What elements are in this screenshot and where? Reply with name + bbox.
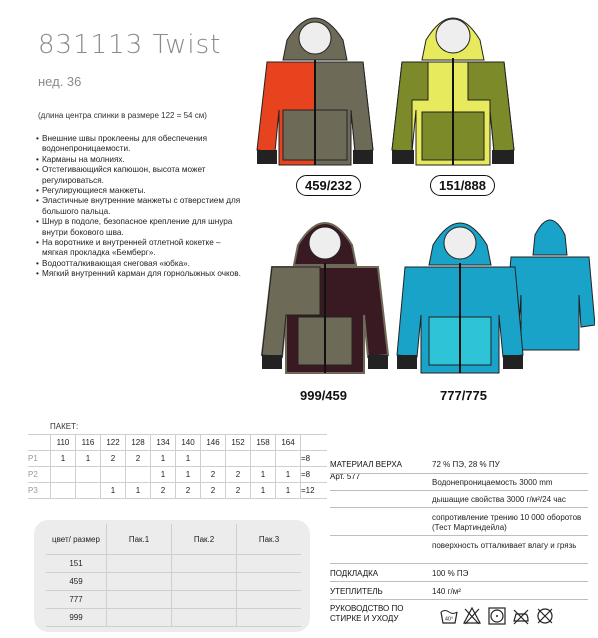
feature-item: • Отстегивающийся капюшон, высота может регулироваться. xyxy=(36,165,246,186)
size-cell: 128 xyxy=(126,435,151,451)
jacket-999-459 xyxy=(260,205,390,385)
pack-cell xyxy=(276,451,301,467)
jacket-151-888 xyxy=(388,0,518,175)
size-cell: 146 xyxy=(201,435,226,451)
pack-row-name: P1 xyxy=(28,451,51,467)
color-table-header xyxy=(46,524,301,555)
pack-cell: 1 xyxy=(126,483,151,499)
week-label: нед. 36 xyxy=(38,74,82,89)
pack-cell: 1 xyxy=(251,483,276,499)
pack-total: =12 xyxy=(301,483,328,499)
color-code: 999 xyxy=(46,609,107,627)
color-code: 459 xyxy=(46,573,107,591)
feature-item: • На воротнике и внутренней отлетной кокетке – мягкая прокладка «Бемберг». xyxy=(36,238,246,259)
feature-item: • Шнур в подоле, безопасное крепление для шнура внутри бокового шва. xyxy=(36,217,246,238)
size-cell: 134 xyxy=(151,435,176,451)
insulation-value: 140 г/м² xyxy=(432,587,461,596)
pack-cell xyxy=(51,483,76,499)
color-header: Пак.2 xyxy=(172,524,237,555)
wash-40-icon xyxy=(440,607,458,625)
material-label: МАТЕРИАЛ ВЕРХА xyxy=(330,460,402,469)
pack-row-name: P2 xyxy=(28,467,51,483)
feature-item: • Внешние швы проклеены для обеспечения водонепроницаемости. xyxy=(36,134,246,155)
size-cell: 140 xyxy=(176,435,201,451)
feature-list xyxy=(36,134,246,280)
feature-item: • Водоотталкивающая снеговая «юбка». xyxy=(36,259,246,269)
jacket-777-775 xyxy=(395,205,595,385)
pack-cell: 1 xyxy=(51,451,76,467)
jacket-459-232 xyxy=(255,0,375,175)
pack-cell xyxy=(51,467,76,483)
pack-cell xyxy=(76,467,101,483)
color-header: Пак.1 xyxy=(107,524,172,555)
material-value: 72 % ПЭ, 28 % ПУ xyxy=(432,460,500,469)
feature-item: • Мягкий внутренний карман для горнолыжных очков. xyxy=(36,269,246,279)
pack-label: ПАКЕТ: xyxy=(50,422,79,431)
color-header: Пак.3 xyxy=(237,524,302,555)
feature-item: • Эластичные внутренние манжеты с отверстием для большого пальца. xyxy=(36,196,246,217)
pack-cell: 1 xyxy=(276,483,301,499)
pack-cell: 2 xyxy=(201,467,226,483)
pack-cell: 1 xyxy=(151,467,176,483)
color-row xyxy=(46,573,301,591)
pack-total: =8 xyxy=(301,467,328,483)
pack-cell: 1 xyxy=(251,467,276,483)
size-cell: 110 xyxy=(51,435,76,451)
pack-cell xyxy=(101,467,126,483)
pack-cell: 2 xyxy=(151,483,176,499)
article-label: Арт. 577 xyxy=(330,472,361,481)
pack-row xyxy=(28,451,327,467)
pack-cell xyxy=(76,483,101,499)
pack-row-name: P3 xyxy=(28,483,51,499)
pack-row xyxy=(28,483,327,499)
pack-cell: 2 xyxy=(126,451,151,467)
pack-cell xyxy=(251,451,276,467)
lining-label: ПОДКЛАДКА xyxy=(330,569,379,578)
color-table xyxy=(46,524,301,627)
color-code: 777 xyxy=(46,591,107,609)
variant-code: 459/232 xyxy=(296,175,361,196)
no-bleach-icon xyxy=(463,607,481,625)
feature-item: • Регулирующиеся манжеты. xyxy=(36,186,246,196)
color-row xyxy=(46,555,301,573)
size-cell: 152 xyxy=(226,435,251,451)
pack-cell xyxy=(226,451,251,467)
pack-cell: 2 xyxy=(176,483,201,499)
pack-cell: 2 xyxy=(226,467,251,483)
size-cell: 116 xyxy=(76,435,101,451)
abrasion-value: сопротивление трению 10 000 оборотов (Тест Мартиндейла) xyxy=(432,513,582,532)
care-label: РУКОВОДСТВО ПО СТИРКЕ И УХОДУ xyxy=(330,604,404,623)
pack-cell: 1 xyxy=(101,483,126,499)
color-header: цвет/ размер xyxy=(46,524,107,555)
pack-cell: 1 xyxy=(76,451,101,467)
product-title: 831113 Twist xyxy=(38,30,222,60)
pack-total: =8 xyxy=(301,451,328,467)
waterproof-value: Водонепроницаемость 3000 mm xyxy=(432,478,553,487)
color-row xyxy=(46,609,301,627)
size-cell: 122 xyxy=(101,435,126,451)
length-note: (длина центра спинки в размере 122 = 54 см) xyxy=(38,111,207,120)
pack-table xyxy=(28,434,327,499)
lining-value: 100 % ПЭ xyxy=(432,569,469,578)
pack-cell: 1 xyxy=(151,451,176,467)
insulation-label: УТЕПЛИТЕЛЬ xyxy=(330,587,383,596)
pack-cell xyxy=(201,451,226,467)
pack-cell: 1 xyxy=(176,451,201,467)
size-cell: 158 xyxy=(251,435,276,451)
pack-cell xyxy=(126,467,151,483)
pack-cell: 2 xyxy=(201,483,226,499)
pack-cell: 2 xyxy=(226,483,251,499)
color-code: 151 xyxy=(46,555,107,573)
breathability-value: дышащие свойства 3000 г/м²/24 час xyxy=(432,495,566,504)
color-row xyxy=(46,591,301,609)
no-dry-clean-icon xyxy=(536,607,554,625)
size-cell: 164 xyxy=(276,435,301,451)
repellent-value: поверхность отталкивает влагу и грязь xyxy=(432,541,577,550)
variant-code: 151/888 xyxy=(430,175,495,196)
pack-row xyxy=(28,467,327,483)
tumble-dry-icon xyxy=(488,607,506,625)
pack-size-row xyxy=(28,435,327,451)
wash-temp-label: 40° xyxy=(444,616,454,623)
variant-code: 999/459 xyxy=(300,388,347,403)
variant-code: 777/775 xyxy=(440,388,487,403)
no-iron-icon xyxy=(512,607,530,625)
pack-cell: 2 xyxy=(101,451,126,467)
pack-cell: 1 xyxy=(276,467,301,483)
feature-item: • Карманы на молниях. xyxy=(36,155,246,165)
pack-cell: 1 xyxy=(176,467,201,483)
